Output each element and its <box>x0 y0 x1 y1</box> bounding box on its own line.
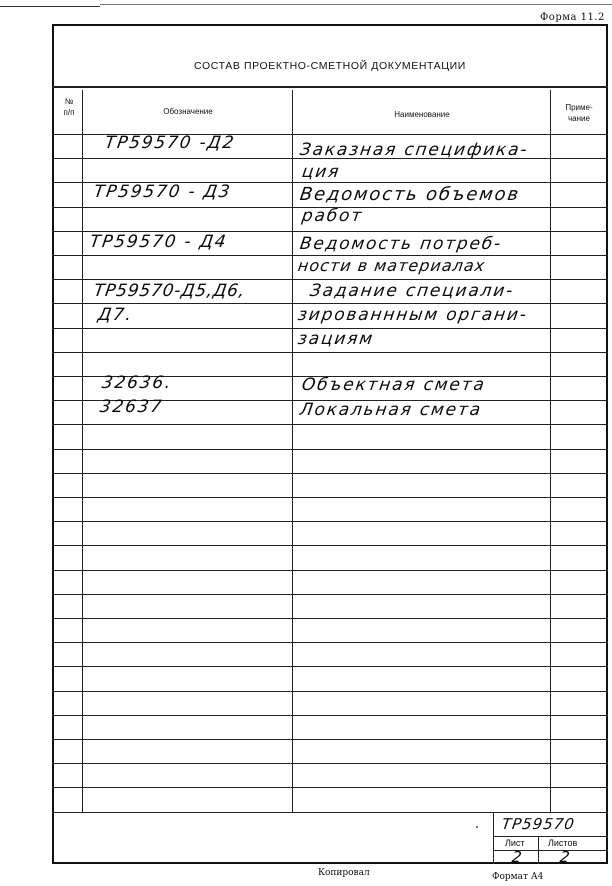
column-header-note: Приме- чание <box>565 103 593 123</box>
table-row-line <box>52 303 608 304</box>
table-row-line <box>52 521 608 522</box>
title-separator <box>52 86 608 88</box>
stamp-left-border <box>493 812 494 864</box>
name-3-line-1: Ведомость потреб- <box>298 234 504 254</box>
table-row-line <box>52 618 608 619</box>
scan-edge-top-right <box>100 4 612 5</box>
table-row-line <box>52 473 608 474</box>
table-row-line <box>52 739 608 740</box>
form-label: Форма 11.2 <box>540 12 605 23</box>
table-row-line <box>52 763 608 764</box>
table-row-line <box>52 352 608 353</box>
table-row-line <box>52 787 608 788</box>
name-3-line-2: ности в материалах <box>296 256 487 275</box>
stamp-dot <box>476 826 478 828</box>
designation-3: ТР59570 - Д4 <box>88 232 229 252</box>
column-header-name: Наименование <box>394 110 450 119</box>
name-4-line-1: Задание специали- <box>308 281 516 301</box>
designation-6: 32637 <box>98 397 165 417</box>
table-row-line <box>52 570 608 571</box>
table-row-line <box>52 594 608 595</box>
designation-4-line-1: ТР59570-Д5,Д6, <box>92 281 247 301</box>
name-4-line-2: зированнным органи- <box>296 305 530 325</box>
designation-2: ТР59570 - Д3 <box>92 182 233 202</box>
column-divider <box>550 90 551 812</box>
table-row-line <box>52 424 608 425</box>
designation-5: 32636. <box>100 373 174 393</box>
name-1-line-2: ция <box>300 162 342 182</box>
stamp-line-1 <box>493 836 608 837</box>
designation-1: ТР59570 -Д2 <box>103 133 237 153</box>
stamp-code: ТР59570 <box>500 815 577 833</box>
stamp-sheet-value: 2 <box>510 848 525 866</box>
stamp-line-2 <box>493 850 608 851</box>
table-row-line <box>52 279 608 280</box>
footer-format: Формат А4 <box>492 872 544 882</box>
stamp-sheets-value: 2 <box>558 848 573 866</box>
designation-4-line-2: Д7. <box>96 305 135 325</box>
name-5: Объектная смета <box>300 375 488 395</box>
table-row-line <box>52 642 608 643</box>
table-row-line <box>52 497 608 498</box>
column-divider <box>292 90 293 812</box>
table-row-line <box>52 545 608 546</box>
column-header-number: № п/п <box>63 97 75 117</box>
column-header-designation: Обозначение <box>163 107 213 116</box>
table-row-line <box>52 812 608 813</box>
scan-edge-top <box>0 6 100 7</box>
name-6: Локальная смета <box>298 400 484 420</box>
name-1-line-1: Заказная специфика- <box>298 140 530 160</box>
name-2-line-1: Ведомость объемов <box>298 184 522 205</box>
stamp-sheets-label: Листов <box>548 838 578 848</box>
column-divider <box>82 90 83 812</box>
document-title: СОСТАВ ПРОЕКТНО-СМЕТНОЙ ДОКУМЕНТАЦИИ <box>194 60 466 72</box>
table-row-line <box>52 449 608 450</box>
table-row-line <box>52 691 608 692</box>
table-row-line <box>52 666 608 667</box>
stamp-sheet-label: Лист <box>505 838 525 848</box>
name-4-line-3: зациям <box>296 329 376 349</box>
table-row-line <box>52 715 608 716</box>
footer-copied: Копировал <box>318 868 370 878</box>
stamp-divider <box>538 836 539 864</box>
name-2-line-2: работ <box>300 206 365 226</box>
